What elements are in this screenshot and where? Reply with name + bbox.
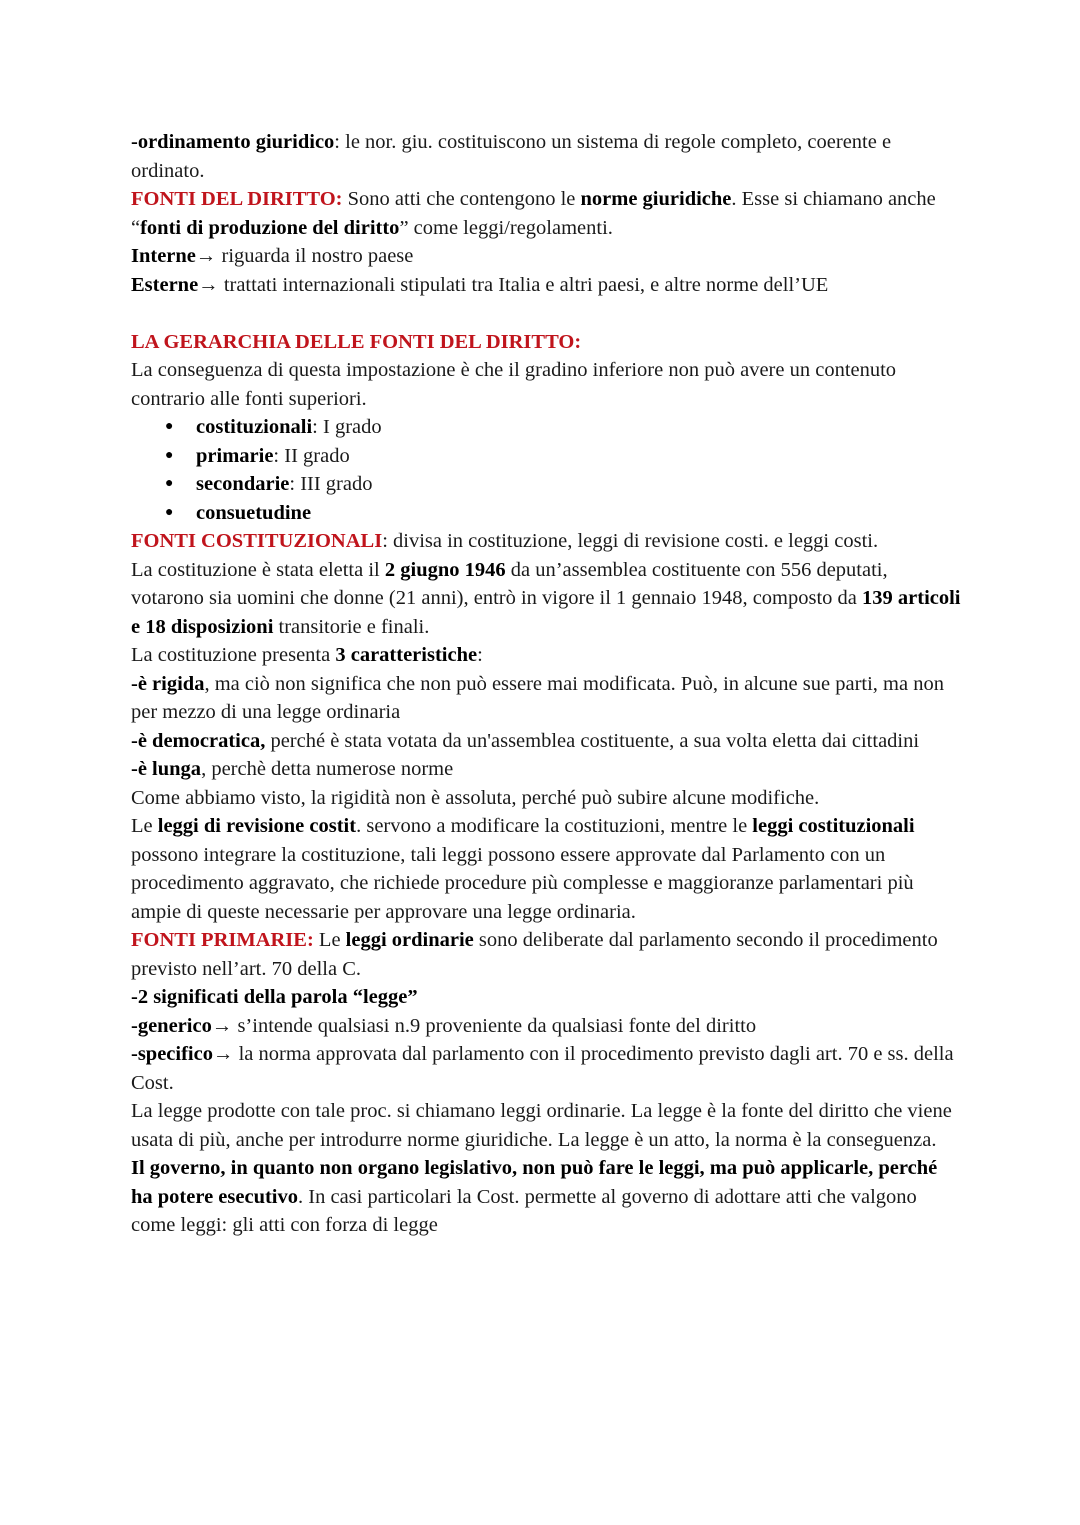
fonti-text-3: ” come leggi/regolamenti.	[399, 216, 613, 239]
revisione-bold-2: leggi costituzionali	[752, 815, 915, 837]
caratteristiche-bold: 3 caratteristiche	[335, 644, 478, 666]
revisione-text-1: Le	[131, 815, 158, 837]
lunga-term: -è lunga	[131, 758, 202, 780]
revisione-paragraph	[131, 812, 961, 926]
democratica-text: perché è stata votata da un'assemblea costituente, a sua volta eletta dai cittadini	[265, 729, 920, 752]
costituzione-text-1: La costituzione è stata eletta il	[131, 558, 385, 581]
costituzionali-heading-text: : divisa in costituzione, leggi di revisione costi. e leggi costi.	[382, 530, 879, 552]
fonti-text-2: . Esse si chiamano anche “	[131, 188, 936, 239]
generico-term: -generico	[131, 1014, 212, 1037]
generico-text: → s’intende qualsiasi n.9 proveniente da qualsiasi fonte del diritto	[211, 1014, 757, 1037]
costituzione-paragraph	[131, 556, 961, 642]
governo-paragraph	[131, 1154, 961, 1240]
gerarchia-heading-line	[131, 328, 961, 357]
list-item-term: consuetudine	[196, 501, 312, 524]
democratica-term: -è democratica,	[131, 729, 266, 752]
list-item-text: : I grado	[312, 416, 382, 438]
gerarchia-list	[131, 413, 961, 527]
ordinamento-term: -ordinamento giuridico	[131, 131, 335, 153]
rigida-paragraph	[131, 670, 961, 727]
list-item	[131, 442, 961, 471]
caratteristiche-text: La costituzione presenta	[131, 644, 336, 666]
fonti-bold-1: norme giuridiche	[580, 188, 732, 210]
democratica-paragraph	[131, 727, 961, 756]
legge-paragraph: La legge prodotte con tale proc. si chiamano leggi ordinarie. La legge è la fonte del diritto che viene usata di più, anche per introdurre norme giuridiche. La legge è un atto, la norma è la conseguenza.	[131, 1100, 952, 1151]
specifico-text: → la norma approvata dal parlamento con il procedimento previsto dagli art. 70 e ss. della Cost.	[131, 1043, 954, 1094]
primarie-text-2: sono deliberate dal parlamento secondo il procedimento previsto nell’art. 70 della C.	[131, 929, 938, 980]
revisione-bold-1: leggi di revisione costit	[157, 815, 357, 837]
blank-line	[131, 299, 961, 328]
lunga-text: , perchè detta numerose norme	[201, 758, 454, 780]
caratteristiche-colon: :	[477, 644, 483, 666]
fonti-bold-2: fonti di produzione del diritto	[140, 216, 400, 239]
gerarchia-heading: LA GERARCHIA DELLE FONTI DEL DIRITTO:	[131, 330, 582, 353]
ordinamento-text: : le nor. giu. costituiscono un sistema di regole completo, coerente e ordinato.	[131, 131, 892, 182]
specifico-term: -specifico	[131, 1043, 213, 1065]
list-item-term: secondarie	[196, 473, 290, 495]
fonti-heading: FONTI DEL DIRITTO:	[131, 188, 343, 210]
fonti-text-1: Sono atti che contengono le	[342, 188, 581, 210]
primarie-text-1: Le	[313, 929, 346, 951]
document-body	[131, 128, 961, 1240]
costituzione-text-3: transitorie e finali.	[273, 615, 430, 638]
fonti-paragraph	[131, 185, 961, 242]
costituzione-articoli: 139 articoli e 18 disposizioni	[131, 587, 961, 638]
lunga-paragraph	[131, 755, 961, 784]
ordinamento-paragraph	[131, 128, 961, 185]
generico-line	[131, 1012, 961, 1041]
list-item	[131, 413, 961, 442]
primarie-bold-1: leggi ordinarie	[345, 929, 474, 951]
rigidita-paragraph: Come abbiamo visto, la rigidità non è assoluta, perché può subire alcune modifiche.	[131, 786, 820, 809]
rigida-term: -è rigida	[131, 672, 205, 695]
significati-heading: -2 significati della parola “legge”	[131, 986, 418, 1008]
caratteristiche-line	[131, 641, 961, 670]
costituzione-text-2: da un’assemblea costituente con 556 deputati, votarono sia uomini che donne (21 anni), entrò in vigore il 1 gennaio 1948, composto da	[131, 558, 888, 609]
list-item-text: : III grado	[289, 473, 373, 495]
rigida-text: , ma ciò non significa che non può essere mai modificata. Può, in alcune sue parti, ma non per mezzo di una legge ordinaria	[131, 672, 944, 723]
interne-text: → riguarda il nostro paese	[195, 245, 414, 267]
list-item-term: costituzionali	[196, 416, 313, 438]
costituzionali-paragraph	[131, 527, 961, 556]
significati-line	[131, 983, 961, 1012]
interne-line	[131, 242, 961, 271]
primarie-paragraph	[131, 926, 961, 983]
list-item	[131, 470, 961, 499]
gerarchia-text: La conseguenza di questa impostazione è che il gradino inferiore non può avere un contenuto contrario alle fonti superiori.	[131, 359, 897, 410]
list-item-text: : II grado	[273, 444, 350, 467]
esterne-line	[131, 271, 961, 300]
list-item-term: primarie	[196, 444, 274, 467]
primarie-heading: FONTI PRIMARIE:	[131, 929, 314, 951]
list-item	[131, 499, 961, 528]
revisione-text-2: . servono a modificare la costituzioni, mentre le	[356, 815, 753, 837]
esterne-text: → trattati internazionali stipulati tra Italia e altri paesi, e altre norme dell’UE	[198, 273, 829, 296]
revisione-text-3: possono integrare la costituzione, tali leggi possono essere approvate dal Parlamento con un procedimento aggravato, che richiede procedure più complesse e maggioranze parlamentari più ampie di queste necessarie per approvare una legge ordinaria.	[131, 843, 914, 923]
costituzionali-heading: FONTI COSTITUZIONALI	[131, 530, 383, 552]
specifico-line	[131, 1040, 961, 1097]
governo-bold: Il governo, in quanto non organo legislativo, non può fare le leggi, ma può applicarle, perché ha potere esecutivo	[131, 1157, 938, 1208]
esterne-term: Esterne	[131, 273, 199, 296]
interne-term: Interne	[131, 245, 196, 267]
governo-text: . In casi particolari la Cost. permette al governo di adottare atti che valgono come leggi: gli atti con forza di legge	[131, 1185, 917, 1236]
costituzione-date: 2 giugno 1946	[384, 558, 506, 581]
